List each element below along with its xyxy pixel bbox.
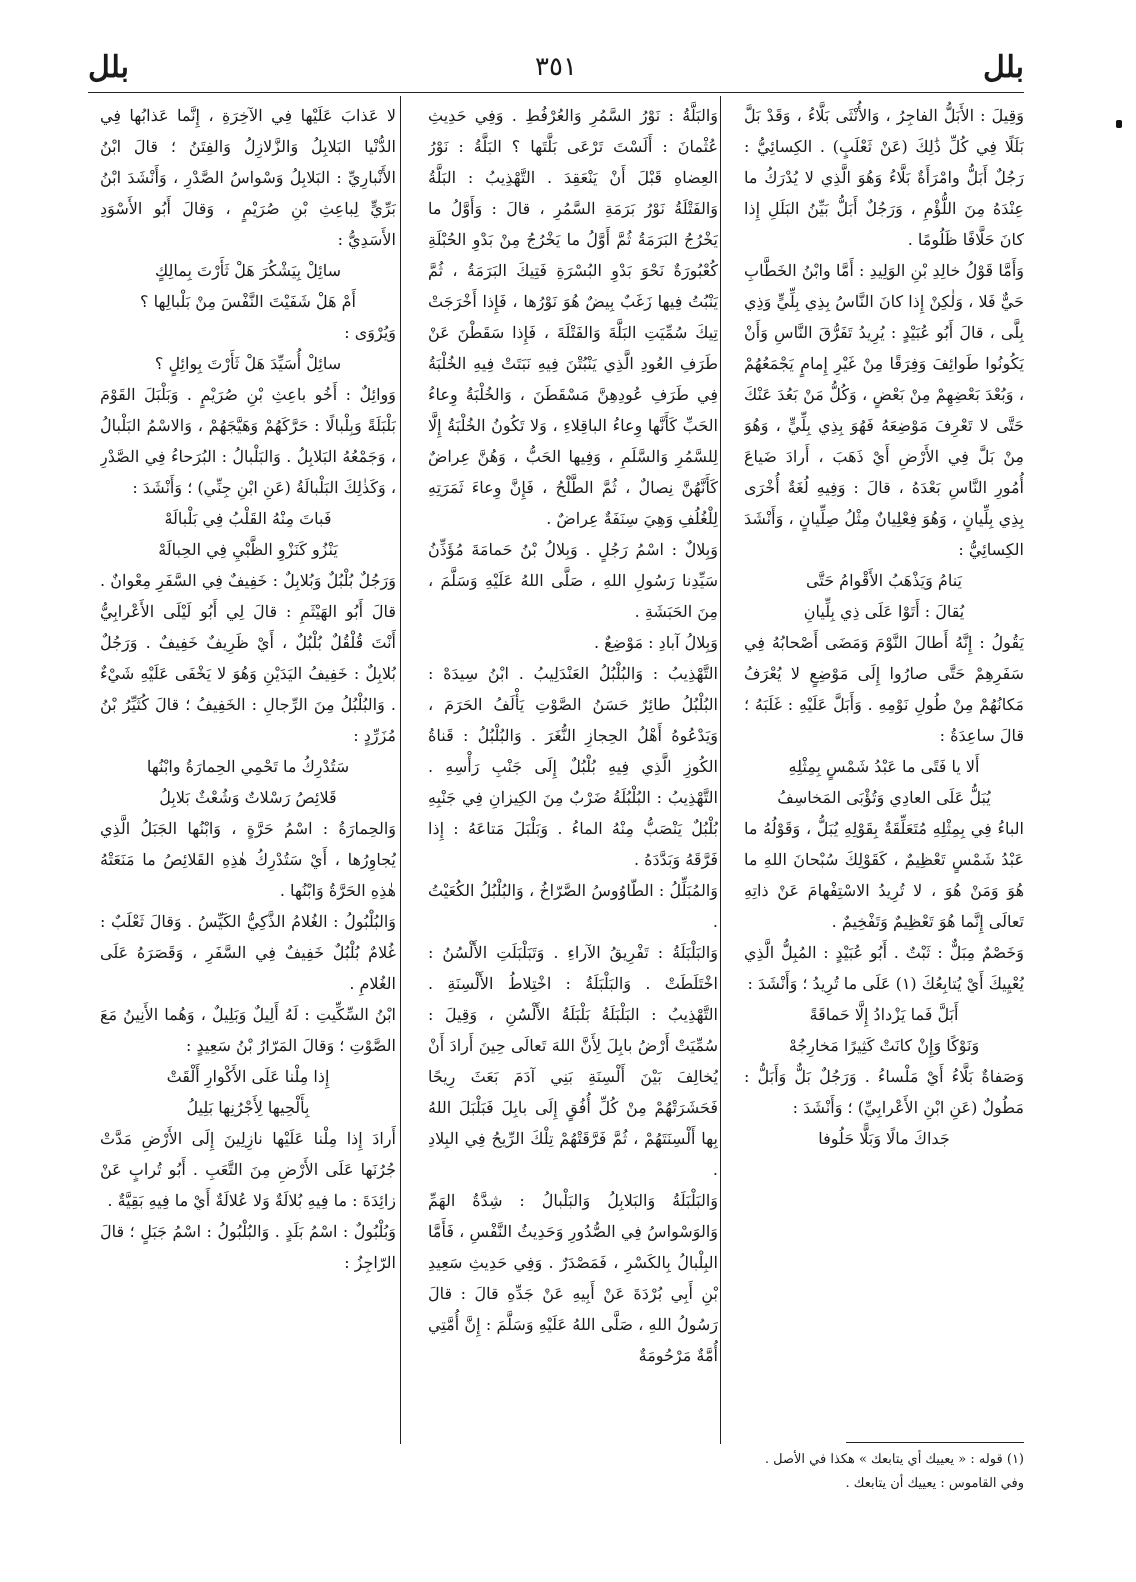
entry-paragraph: يَقُولُ : إِنَّهُ أَطالَ النَّوْمَ وَمَضَى أَصْحابُهُ فِي سَفَرِهِمْ حَتَّى صارُوا إِلَى مَوْضِعٍ لا يُعْرَفُ مَكانُهُمْ مِنْ طُولِ نَوْمِهِ . وَأَبَلَّ عَلَيْهِ : غَلَبَهُ ؛ قالَ ساعِدَةُ : [744, 633, 1024, 745]
verse-line: أَبَلَّ فَما يَزْدادُ إِلَّا حَماقَةً [809, 1005, 959, 1024]
verse-line: يَنْزُو كَنَزْوِ الظَّبْيِ فِي الحِبالَهْ [158, 540, 338, 559]
entry-paragraph: أَرادَ إِذا مِلْنا عَلَيْها نازِلِينَ إِلَى الأَرْضِ مَدَّتْ جُرُنَها عَلَى الأَرْضِ مِنَ التَّعَبِ . أَبُو تُرابٍ عَنْ زائِدَةَ : ما فِيهِ بُلالَةٌ وَلا عُلالَةٌ أَيْ ما فِيهِ بَقِيَّةٌ . [100, 1129, 396, 1210]
column-middle [428, 100, 718, 1445]
running-head-left: بلل [88, 50, 130, 85]
page-header [88, 50, 1024, 90]
footnote [744, 1448, 1024, 1496]
column-separator-left [400, 96, 401, 1444]
entry-paragraph: وَالمُبَلِّلُ : الطّاوُوسُ الصَّرّاخُ ، وَالبُلْبُلُ الكُعَيْتُ . [428, 881, 718, 931]
column-separator-right [720, 96, 721, 1444]
verse-line: قَلائِصُ رَسْلاتٌ وَشُعْثٌ بَلابِلُ [159, 788, 337, 807]
header-rule [88, 92, 1024, 93]
margin-mark [1116, 120, 1122, 128]
verse-line: وَنَوْكًا وَإِنْ كانَتْ كَثِيرًا مَخارِجُهْ [788, 1036, 980, 1055]
entry-paragraph: وَوائِلٌ : أَخُو باعِثِ بْنِ صُرَيْمٍ . وَبَلْبَلَ القَوْمَ بَلْبَلَةً وَبِلْبالًا : حَرَّكَهُمْ وَهَيَّجَهُمْ ، وَالاسْمُ البَلْبالُ ، وَجَمْعُهُ البَلابِلُ . وَالبَلْبالُ : البُرَحاءُ فِي الصَّدْرِ ، وَكَذٰلِكَ البَلْبالَةُ (عَنِ ابْنِ جِنِّي) ؛ وَأَنْشَدَ : [100, 385, 396, 497]
verse-line: فَباتَ مِنْهُ القَلْبُ فِي بَلْبالَهْ [164, 509, 332, 528]
entry-paragraph: وَصَفاةٌ بَلَّاءُ أَيْ مَلْساءُ . وَرَجُلٌ بَلٌّ وَأَبَلُّ : مَطُولٌ (عَنِ ابْنِ الأَعْرابِيِّ) ؛ وَأَنْشَدَ : [744, 1067, 1024, 1117]
page-number: ٣٥١ [535, 52, 577, 82]
verse-line: سَتُدْرِكُ ما تَحْمِي الحِمارَةُ وابْنُها [146, 757, 350, 776]
entry-paragraph: وَأَمَّا قَوْلُ خالِدِ بْنِ الوَلِيدِ : أَمَّا وابْنُ الخَطَّابِ حَيٌّ فَلا ، وَلٰكِنْ إِذا كانَ النَّاسُ بِذِي بِلِّيٍّ وَذِي بِلَّى ، قالَ أَبُو عُبَيْدٍ : يُرِيدُ تَفَرُّقَ النَّاسِ وَأَنْ يَكُونُوا طَوائِفَ وَفِرَقًا مِنْ غَيْرِ إِمامٍ يَجْمَعُهُمْ ، وَبُعْدَ بَعْضِهِمْ مِنْ بَعْضٍ ، وَكُلُّ مَنْ بَعُدَ عَنْكَ حَتَّى لا تَعْرِفَ مَوْضِعَهُ فَهُوَ بِذِي بِلِّيٍّ ، وَهُوَ مِنْ بَلَّ فِي الأَرْضِ أَيْ ذَهَبَ ، أَرادَ ضَياعَ أُمُورِ النَّاسِ بَعْدَهُ ، قالَ : وَفِيهِ لُغَةٌ أُخْرَى بِذِي بِلِّيانٍ ، وَهُوَ فِعْلِيانٌ مِثْلُ صِلِّيانٍ ، وَأَنْشَدَ الكِسائِيُّ : [744, 261, 1024, 559]
footnote-rule [846, 1442, 1024, 1443]
verse-line: يُقالَ : أَتَوْا عَلَى ذِي بِلِّيانِ [803, 602, 965, 621]
entry-paragraph: وَالبَلَّةُ : نَوْرُ السَّمُرِ وَالعُرْفُطِ . وَفِي حَدِيثِ عُثْمانَ : أَلَسْتَ تَرْعَى بَلَّتَها ؟ البَلَّةُ : نَوْرُ العِضاهِ قَبْلَ أَنْ يَنْعَقِدَ . التَّهْذِيبُ : البَلَّةُ وَالفَتْلَةُ نَوْرُ بَرَمَةِ السَّمُرِ ، قالَ : وَأَوَّلُ ما يَخْرُجُ البَرَمَةُ ثُمَّ أَوَّلُ ما يَخْرُجُ مِنْ بَدْوِ الحُبْلَةِ كُعْبُورَةٌ نَحْوَ بَدْوِ البُسْرَةِ فَتِيكَ البَرَمَةُ ، ثُمَّ يَنْبُتُ فِيها زَغَبٌ بِيضٌ هُوَ نَوْرُها ، فَإِذا أَخْرَجَتْ تِيكَ سُمِّيَتِ البَلَّةَ وَالفَتْلَةَ ، فَإِذا سَقَطْنَ عَنْ طَرَفِ العُودِ الَّذِي يَنْبُتْنَ فِيهِ نَبَتَتْ فِيهِ الخُلْبَةُ فِي طَرَفِ عُودِهِنَّ مَسْقَطَنَ ، وَالخُلْبَةُ وِعاءُ الحَبِّ كَأَنَّها وِعاءُ الباقِلاءِ ، وَلا تَكُونُ الخُلْبَةُ إِلَّا لِلسَّمُرِ وَالسَّلَمِ ، وَفِيها الحَبُّ ، وَهُنَّ عِراضٌ كَأَنَّهُنَّ نِصالٌ ، ثُمَّ الطَّلْحُ ، فَإِنَّ وِعاءَ ثَمَرَتِهِ لِلْغُلُفِ وَهِيَ سِنَفَةٌ عِراضٌ . [428, 106, 718, 528]
entry-paragraph: وَيُرْوَى : [344, 323, 396, 342]
verse-line: سائِلْ أُسَيِّدَ هَلْ ثَأَرْتَ بِوائِلٍ ؟ [154, 354, 342, 373]
entry-paragraph: وَقِيلَ : الأَبَلُّ الفاجِرُ ، وَالأُنْثَى بَلَّاءُ ، وَقَدْ بَلَّ بَلَلًا فِي كُلِّ ذَٰلِكَ (عَنْ ثَعْلَبٍ) . الكِسائِيُّ : رَجُلٌ أَبَلُّ وامْرَأَةٌ بَلَّاءُ وَهُوَ الَّذِي لا يُدْرَكُ ما عِنْدَهُ مِنَ اللُّؤْمِ ، وَرَجُلٌ أَبَلُّ بَيِّنُ البَلَلِ إِذا كانَ حَلَّافًا ظَلُومًا . [744, 106, 1024, 249]
footnote-line: وفي القاموس : يعييك أن يتابعك . [845, 1476, 1024, 1491]
entry-paragraph: التَّهْذِيبُ : وَالبُلْبُلُ العَنْدَلِيبُ . ابْنُ سِيدَهْ : البُلْبُلُ طائِرٌ حَسَنُ الصَّوْتِ يَأْلَفُ الحَرَمَ ، وَيَدْعُوهُ أَهْلُ الحِجازِ النُّغَرَ . وَالبُلْبُلُ : قَناةُ الكُوزِ الَّذِي فِيهِ بُلْبُلٌ إِلَى جَنْبِ رَأْسِهِ . التَّهْذِيبُ : البُلْبُلَةُ ضَرْبٌ مِنَ الكِيزانِ فِي جَنْبِهِ بُلْبُلٌ يَنْصَبُّ مِنْهُ الماءُ . وَبَلْبَلَ مَتاعَهُ : إِذا فَرَّقَهُ وَبَدَّدَهُ . [428, 664, 718, 869]
verse-line: أَمْ هَلْ شَفَيْتَ النَّفْسَ مِنْ بَلْبالِها ؟ [140, 292, 356, 311]
entry-paragraph: وَخَصْمٌ مِبَلٌّ : ثَبْتٌ . أَبُو عُبَيْدٍ : المُبِلُّ الَّذِي يُعْيِيكَ أَيْ يُتابِعُكَ (١) عَلَى ما تُرِيدُ ؛ وَأَنْشَدَ : [744, 943, 1024, 993]
entry-paragraph: وَالبُلْبُولُ : الغُلامُ الذَّكِيُّ الكَيِّسُ . وَقالَ ثَعْلَبٌ : غُلامٌ بُلْبُلٌ خَفِيفٌ فِي السَّفَرِ ، وَقَصَرَهُ عَلَى الغُلامِ . [100, 912, 396, 993]
verse-line: يَنامُ وَيَذْهَبُ الأَقْوامُ حَتَّى [806, 571, 962, 590]
entry-paragraph: وَرَجُلٌ بُلْبُلٌ وَبُلابِلٌ : خَفِيفٌ فِي السَّفَرِ مِعْوانٌ . قالَ أَبُو الهَيْثَمِ : قالَ لِي أَبُو لَيْلَى الأَعْرابِيُّ أَنْتَ قُلْقُلٌ بُلْبُلٌ ، أَيْ ظَرِيفٌ خَفِيفٌ . وَرَجُلٌ بُلابِلٌ : خَفِيفُ اليَدَيْنِ وَهُوَ لا يَخْفَى عَلَيْهِ شَيْءٌ . وَالبُلْبُلُ مِنَ الرِّجالِ : الخَفِيفُ ؛ قالَ كُثَيِّرُ بْنُ مُزَرِّدٍ : [100, 571, 396, 745]
entry-paragraph: الباءُ فِي بِمِثْلِهِ مُتَعَلِّقَةٌ بِقَوْلِهِ يُبَلُّ ، وَقَوْلُهُ ما عَبْدُ شَمْسٍ تَعْظِيمٌ ، كَقَوْلِكَ سُبْحانَ اللهِ ما هُوَ وَمَنْ هُوَ ، لا تُرِيدُ الاسْتِفْهامَ عَنْ ذاتِهِ تَعالَى إِنَّما هُوَ تَعْظِيمٌ وَتَفْخِيمٌ . [744, 819, 1024, 931]
entry-paragraph: وَالحِمارَةُ : اسْمُ حَرَّةٍ ، وَابْنُها الجَبَلُ الَّذِي يُجاوِرُها ، أَيْ سَتُدْرِكُ هٰذِهِ القَلائِصُ ما مَنَعَتْهُ هٰذِهِ الحَرَّةُ وَابْنُها . [100, 819, 396, 900]
entry-paragraph: لا عَذابَ عَلَيْها فِي الآخِرَةِ ، إِنَّما عَذابُها فِي الدُّنْيا البَلابِلُ وَالزَّلازِلُ وَالفِتَنُ ؛ قالَ ابْنُ الأَنْبارِيِّ : البَلابِلُ وَسْواسُ الصَّدْرِ ، وَأَنْشَدَ ابْنُ بَرِّيٍّ لِباعِثِ بْنِ صُرَيْمٍ ، وَقالَ أَبُو الأَسْوَدِ الأَسَدِيُّ : [100, 106, 396, 249]
entry-paragraph: وَبِلالُ آبادِ : مَوْضِعٌ . [593, 633, 718, 652]
entry-paragraph: ابْنُ السِّكِّيتِ : لَهُ أَلِيلٌ وَبَلِيلٌ ، وَهُما الأَنِينُ مَعَ الصَّوْتِ ؛ وَقالَ المَرّارُ بْنُ سَعِيدٍ : [100, 1005, 396, 1055]
running-head-right: بلل [982, 50, 1024, 85]
verse-line: إِذا مِلْنا عَلَى الأَكْوارِ أَلْقَتْ [166, 1067, 330, 1086]
verse-line: بِأَلْحِيها لِأَجْرُنِها بَلِيلُ [186, 1098, 310, 1117]
entry-paragraph: وَبُلْبُولٌ : اسْمُ بَلَدٍ . وَالبُلْبُولُ : اسْمُ جَبَلٍ ؛ قالَ الرّاجِزُ : [100, 1222, 396, 1272]
verse-line: سائِلْ بِيَشْكُرَ هَلْ ثَأَرْتَ بِمالِكٍ [154, 261, 342, 280]
footnote-line: (١) قوله : « يعييك أي يتابعك » هكذا في الأصل . [764, 1452, 1024, 1467]
verse-line: جَداكَ مالًا وَبَلًّا حَلُوفا [818, 1129, 950, 1148]
entry-paragraph: وَالبَلْبَلَةُ : تَفْرِيقُ الآراءِ . وَتَبَلْبَلَتِ الأَلْسُنُ : اخْتَلَطَتْ . وَالبَلْبَلَةُ : اخْتِلاطُ الأَلْسِنَةِ . التَّهْذِيبُ : البَلْبَلَةُ بَلْبَلَةُ الأَلْسُنِ ، وَقِيلَ : سُمِّيَتْ أَرْضُ بابِلَ لِأَنَّ اللهَ تَعالَى حِينَ أَرادَ أَنْ يُخالِفَ بَيْنَ أَلْسِنَةِ بَنِي آدَمَ بَعَثَ رِيحًا فَحَشَرَتْهُمْ مِنْ كُلِّ أُفُقٍ إِلَى بابِلَ فَبَلْبَلَ اللهُ بِها أَلْسِنَتَهُمْ ، ثُمَّ فَرَّقَتْهُمْ تِلْكَ الرِّيحُ فِي البِلادِ . [428, 943, 718, 1179]
column-right [744, 100, 1024, 1440]
entry-paragraph: وَالبَلْبَلَةُ وَالبَلابِلُ وَالبَلْبالُ : شِدَّةُ الهَمِّ وَالوَسْواسُ فِي الصُّدُورِ وَحَدِيثُ النَّفْسِ ، فَأَمَّا البِلْبالُ بِالكَسْرِ ، فَمَصْدَرٌ . وَفِي حَدِيثِ سَعِيدِ بْنِ أَبِي بُرْدَةَ عَنْ أَبِيهِ عَنْ جَدِّهِ قالَ : قالَ رَسُولُ اللهِ ، صَلَّى اللهُ عَلَيْهِ وَسَلَّمَ : إِنَّ أُمَّتِي أُمَّةٌ مَرْحُومَةٌ [428, 1191, 718, 1365]
column-left [100, 100, 396, 1445]
verse-line: أَلا يا فَتًى ما عَبْدُ شَمْسٍ بِمِثْلِهِ [788, 757, 980, 776]
verse-line: يُبَلُّ عَلَى العادِي وَتُؤْبَى المَخاسِفُ [777, 788, 991, 807]
entry-paragraph: وَبِلالٌ : اسْمُ رَجُلٍ . وَبِلالُ بْنُ حَمامَةَ مُؤَذِّنُ سَيِّدِنا رَسُولِ اللهِ ، صَلَّى اللهُ عَلَيْهِ وَسَلَّمَ ، مِنَ الحَبَشَةِ . [428, 540, 718, 621]
